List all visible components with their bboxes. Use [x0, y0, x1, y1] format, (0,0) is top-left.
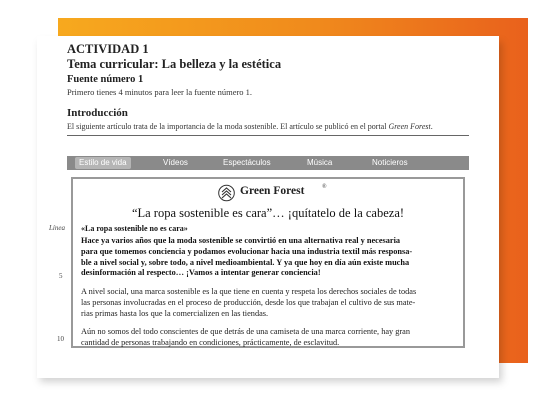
source-instruction: Primero tienes 4 minutos para leer la fuente número 1.: [67, 87, 253, 97]
nav-item-musica[interactable]: Música: [307, 158, 333, 167]
article-paragraph-awareness: [81, 327, 459, 349]
article-subheading: «La ropa sostenible no es cara»: [81, 224, 188, 233]
line-label: Línea: [49, 224, 65, 232]
introduction-text-end: .: [430, 122, 433, 131]
article-box: [71, 177, 465, 348]
lead-line: desinformación al respecto… ¡Vamos a intentar generar conciencia!: [81, 268, 321, 278]
portal-name: Green Forest: [388, 122, 431, 131]
paragraph-line: Aún no somos del todo conscientes de que detrás de una camiseta de una marca corriente, hay gran: [81, 327, 410, 336]
leaf-chevron-logo-icon: [218, 184, 235, 202]
source-heading: Fuente número 1: [67, 74, 144, 85]
brand-name: Green Forest: [240, 185, 305, 197]
line-number-10: 10: [57, 335, 64, 343]
activity-title: ACTIVIDAD 1: [67, 42, 149, 56]
paragraph-line: cantidad de personas trabajando en condiciones, prácticamente, de esclavitud.: [81, 337, 340, 347]
introduction-heading: Introducción: [67, 107, 128, 119]
nav-item-estilo-de-vida[interactable]: Estilo de vida: [75, 157, 131, 169]
paragraph-line: A nivel social, una marca sostenible es la que tiene en cuenta y respeta los derechos sociales de todas: [81, 287, 417, 296]
lead-line: Hace ya varios años que la moda sostenible se convirtió en una alternativa real y necesaria: [81, 236, 401, 245]
lead-line: para que tomemos conciencia y podamos evolucionar hacia una industria textil más responsa-: [81, 246, 413, 256]
introduction-text-part: El siguiente artículo trata de la importancia de la moda sostenible. El artículo se publicó en el portal: [67, 122, 389, 131]
section-divider: [67, 135, 469, 136]
article-headline: “La ropa sostenible es cara”… ¡quítatelo de la cabeza!: [131, 206, 405, 220]
lead-line: ble a nivel social y, sobre todo, a nivel medioambiental. Y ya que hoy en día aún existe mucha: [81, 257, 410, 267]
introduction-text: [67, 122, 433, 131]
portal-nav-bar: [67, 156, 469, 170]
worksheet-page: [37, 36, 499, 378]
green-forest-logo: [218, 184, 338, 202]
line-number-5: 5: [59, 272, 63, 280]
paragraph-line: las personas involucradas en el proceso de producción, desde los que trabajan el cultivo de sus mate-: [81, 297, 416, 307]
nav-item-videos[interactable]: Vídeos: [163, 158, 188, 167]
paragraph-line: rias primas hasta los que la comercializen en las tiendas.: [81, 308, 269, 318]
nav-item-espectaculos[interactable]: Espectáculos: [223, 158, 271, 167]
article-paragraph-social: [81, 287, 459, 319]
article-lead-paragraph: [81, 236, 459, 279]
nav-item-noticieros[interactable]: Noticieros: [372, 158, 408, 167]
registered-mark: ®: [322, 184, 327, 190]
curricular-topic: Tema curricular: La belleza y la estética: [67, 57, 282, 71]
